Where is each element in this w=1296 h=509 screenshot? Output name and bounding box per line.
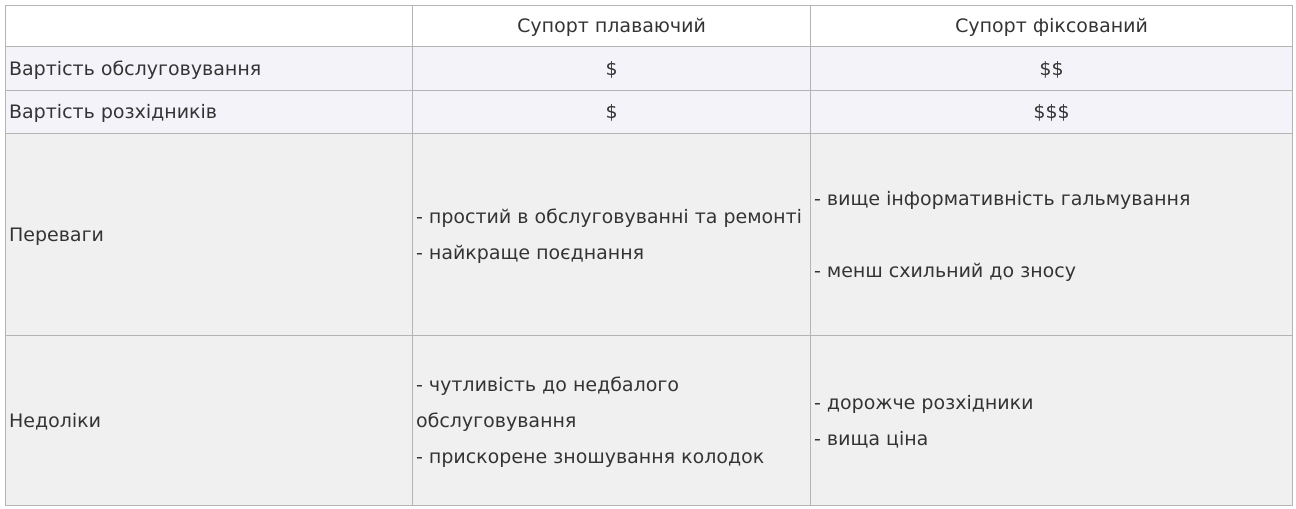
floating-service-cost: $ [413,47,811,91]
table-row [6,47,1293,91]
comparison-table [5,5,1293,506]
floating-advantages-cell [413,134,811,336]
table-row [6,134,1293,336]
list-item: - вища ціна [814,427,929,450]
list-item: - найкраще поєднання [416,241,645,264]
row-label-disadvantages: Недоліки [6,336,413,506]
header-corner-cell [6,6,413,47]
table-header-row [6,6,1293,47]
spacer [814,217,1289,253]
fixed-advantages-cell [811,134,1293,336]
floating-consumables-cost: $ [413,91,811,134]
table-row [6,336,1293,506]
list-item: - чутливість до недбалого обслуговування [416,373,679,432]
header-floating-caliper: Супорт плаваючий [413,6,811,47]
fixed-consumables-cost: $$$ [811,91,1293,134]
fixed-service-cost: $$ [811,47,1293,91]
table-row [6,91,1293,134]
list-item: - простий в обслуговуванні та ремонті [416,205,802,228]
list-item: - менш схильний до зносу [814,259,1076,282]
list-item: - дорожче розхідники [814,391,1034,414]
row-label-service-cost: Вартість обслуговування [6,47,413,91]
list-item: - прискорене зношування колодок [416,445,765,468]
row-label-advantages: Переваги [6,134,413,336]
fixed-disadvantages-cell [811,336,1293,506]
row-label-consumables-cost: Вартість розхідників [6,91,413,134]
list-item: - вище інформативність гальмування [814,187,1191,210]
floating-disadvantages-cell [413,336,811,506]
header-fixed-caliper: Супорт фіксований [811,6,1293,47]
